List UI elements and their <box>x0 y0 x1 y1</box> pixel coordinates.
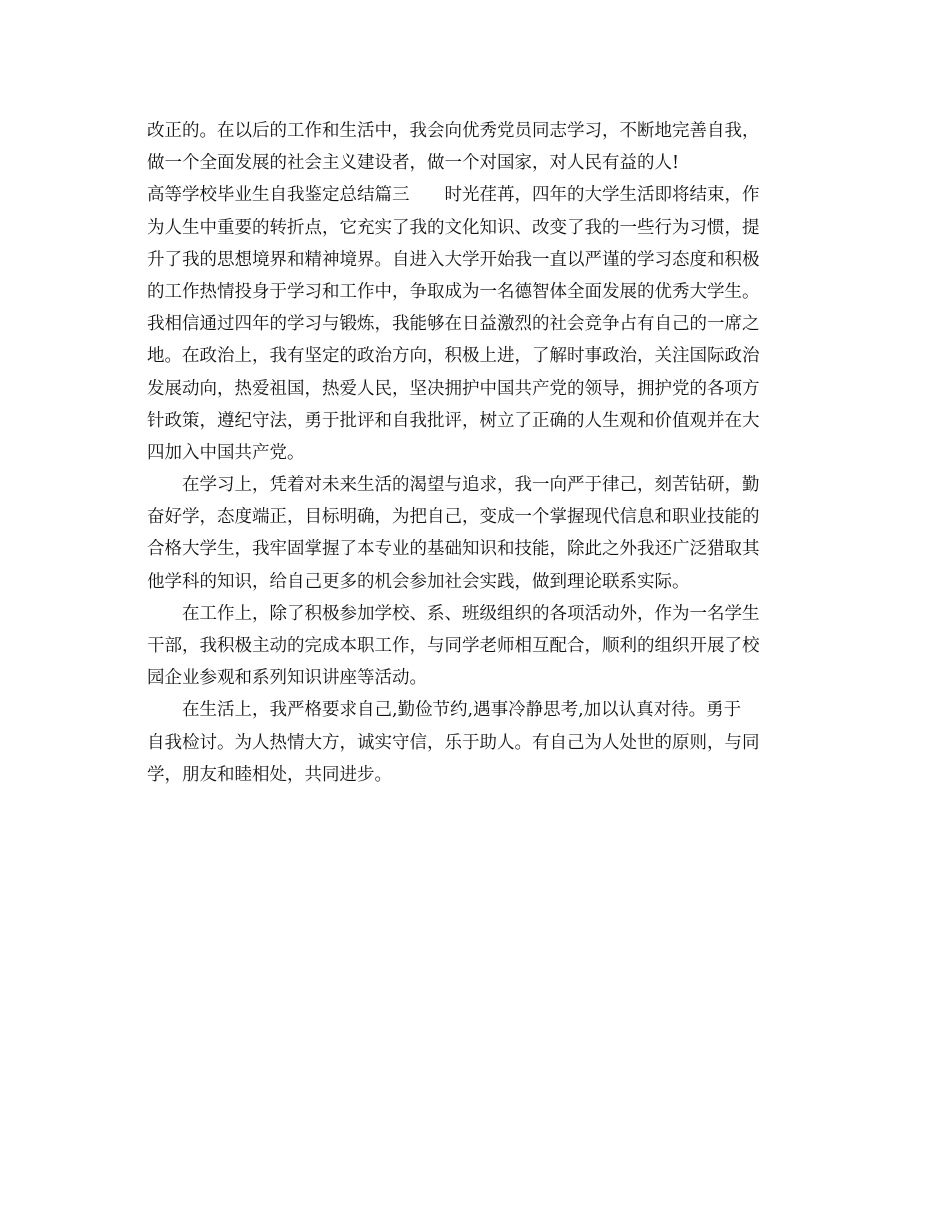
text-line: 在学习上，凭着对未来生活的渴望与追求，我一向严于律己，刻苦钻研，勤 <box>147 475 760 496</box>
text-line: 园企业参观和系列知识讲座等活动。 <box>147 668 427 689</box>
text-line: 改正的。在以后的工作和生活中，我会向优秀党员同志学习，不断地完善自我， <box>147 121 760 141</box>
text-line: 发展动向，热爱祖国，热爱人民，坚决拥护中国共产党的领导，拥护党的各项方 <box>147 378 760 399</box>
text-line: 针政策，遵纪守法，勇于批评和自我批评，树立了正确的人生观和价值观并在大 <box>147 410 760 431</box>
text-line: 的工作热情投身于学习和工作中，争取成为一名德智体全面发展的优秀大学生。 <box>147 281 760 302</box>
text-line: 合格大学生，我牢固掌握了本专业的基础知识和技能，除此之外我还广泛猎取其 <box>147 539 760 560</box>
text-line: 学，朋友和睦相处，共同进步。 <box>147 764 392 785</box>
text-line: 高等学校毕业生自我鉴定总结篇三 时光荏苒，四年的大学生活即将结束，作 <box>147 185 760 206</box>
text-line: 在生活上，我严格要求自己,勤俭节约,遇事冷静思考,加以认真对待。勇于 <box>147 700 742 721</box>
text-line: 升了我的思想境界和精神境界。自进入大学开始我一直以严谨的学习态度和积极 <box>147 249 760 270</box>
text-line: 做一个全面发展的社会主义建设者，做一个对国家，对人民有益的人! <box>147 153 680 174</box>
text-line: 他学科的知识，给自己更多的机会参加社会实践，做到理论联系实际。 <box>147 571 690 592</box>
text-line: 在工作上，除了积极参加学校、系、班级组织的各项活动外，作为一名学生 <box>147 603 760 624</box>
text-line: 自我检讨。为人热情大方，诚实守信，乐于助人。有自己为人处世的原则，与同 <box>147 732 760 753</box>
text-line: 奋好学，态度端正，目标明确，为把自己，变成一个掌握现代信息和职业技能的 <box>147 507 760 528</box>
text-line: 干部，我积极主动的完成本职工作，与同学老师相互配合，顺利的组织开展了校 <box>147 636 760 656</box>
text-line: 我相信通过四年的学习与锻炼，我能够在日益激烈的社会竞争占有自己的一席之 <box>147 314 760 335</box>
text-line: 为人生中重要的转折点，它充实了我的文化知识、改变了我的一些行为习惯，提 <box>147 217 760 238</box>
text-line: 四加入中国共产党。 <box>147 442 305 463</box>
text-line: 地。在政治上，我有坚定的政治方向，积极上进，了解时事政治，关注国际政治 <box>147 346 760 367</box>
document-body <box>147 115 807 791</box>
